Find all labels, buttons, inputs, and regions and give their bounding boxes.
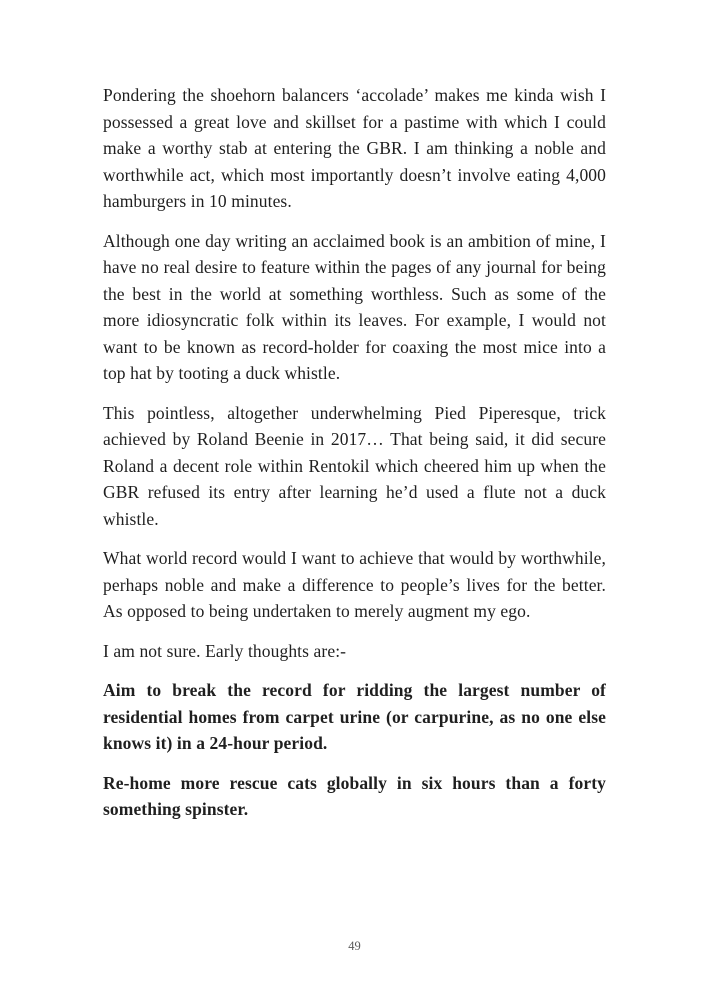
paragraph: What world record would I want to achieve that would by worthwhile, perhaps noble and make a difference to people’s lives for the better. As opposed to being undertaken to merely augment my ego. [103,548,606,621]
page-body-text [103,82,606,836]
paragraph: Although one day writing an acclaimed book is an ambition of mine, I have no real desire to feature within the pages of any journal for being the best in the world at something worthless. Such as some of the more idiosyncratic folk within its leaves. For example, I would not want to be known as record-holder for coaxing the most mice into a top hat by tooting a duck whistle. [103,230,606,383]
paragraph-bold: Aim to break the record for ridding the largest number of residential homes from carpet urine (or carpurine, as no one else knows it) in a 24-hour period. [103,680,606,753]
paragraph: This pointless, altogether underwhelming Pied Piperesque, trick achieved by Roland Beenie in 2017… That being said, it did secure Roland a decent role within Rentokil which cheered him up when the GBR refused its entry after learning he’d used a flute not a duck whistle. [103,402,606,529]
paragraph: Pondering the shoehorn balancers ‘accolade’ makes me kinda wish I possessed a great love and skillset for a pastime with which I could make a worthy stab at entering the GBR. I am thinking a noble and worthwhile act, which most importantly doesn’t involve eating 4,000 hamburgers in 10 minutes. [103,85,606,211]
paragraph: I am not sure. Early thoughts are:- [103,640,347,661]
paragraph-bold: Re-home more rescue cats globally in six hours than a forty something spinster. [103,772,606,819]
page-number: 49 [348,939,361,953]
